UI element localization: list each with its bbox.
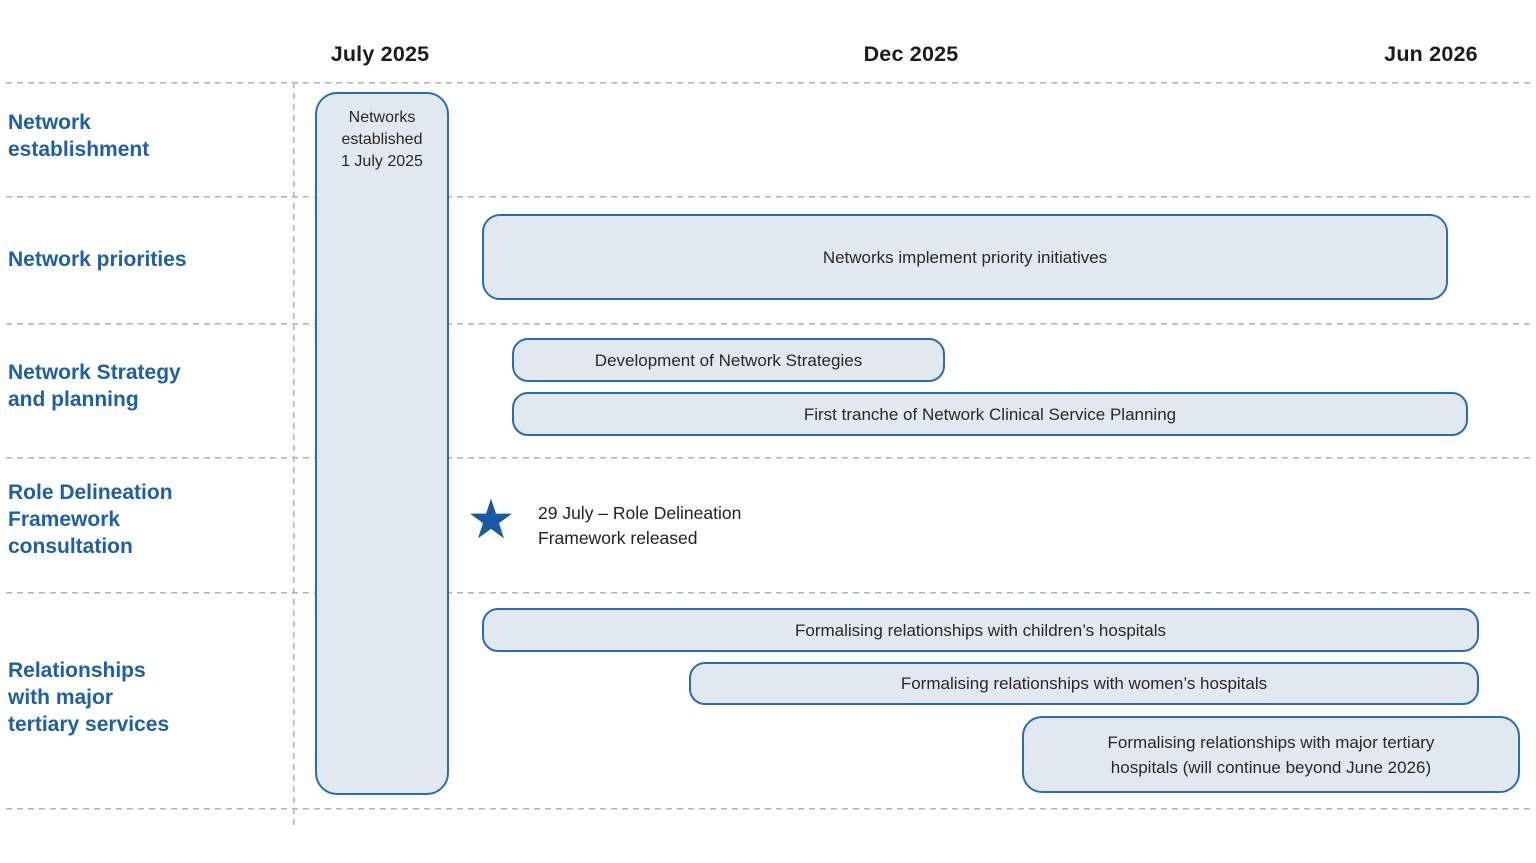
row-divider <box>6 82 1530 84</box>
bar-development-network-strategies: Development of Network Strategies <box>512 338 945 382</box>
row-label-network-priorities: Network priorities <box>8 248 187 271</box>
bar-formalising-childrens-hospitals: Formalising relationships with children’s hospitals <box>482 608 1479 652</box>
bar-networks-established: Networks established 1 July 2025 <box>315 92 449 795</box>
row-label-relationships-tertiary: Relationships with major tertiary services <box>8 659 170 736</box>
column-header-july-2025: July 2025 <box>330 42 430 66</box>
row-divider <box>6 196 1530 198</box>
row-divider <box>6 323 1530 325</box>
milestone-role-delineation-framework: 29 July – Role Delineation Framework released <box>538 503 742 548</box>
row-label-network-establishment: Network establishment <box>8 111 150 161</box>
star-shape <box>470 498 512 538</box>
column-divider-july-2025 <box>293 82 295 826</box>
bar-formalising-major-tertiary-hospitals: Formalising relationships with major tertiary hospitals (will continue beyond June 2026) <box>1022 716 1520 793</box>
bar-formalising-womens-hospitals: Formalising relationships with women’s hospitals <box>689 662 1479 705</box>
row-divider <box>6 457 1530 459</box>
bar-implement-priority-initiatives: Networks implement priority initiatives <box>482 214 1448 300</box>
star-icon <box>468 498 514 543</box>
row-label-role-delineation: Role Delineation Framework consultation <box>8 481 173 558</box>
row-label-network-strategy-planning: Network Strategy and planning <box>8 361 181 411</box>
row-divider <box>6 592 1530 594</box>
row-divider <box>6 808 1530 810</box>
column-header-dec-2025: Dec 2025 <box>863 42 959 66</box>
column-header-jun-2026: Jun 2026 <box>1384 42 1478 66</box>
bar-first-tranche-clinical-service-planning: First tranche of Network Clinical Service Planning <box>512 392 1468 436</box>
